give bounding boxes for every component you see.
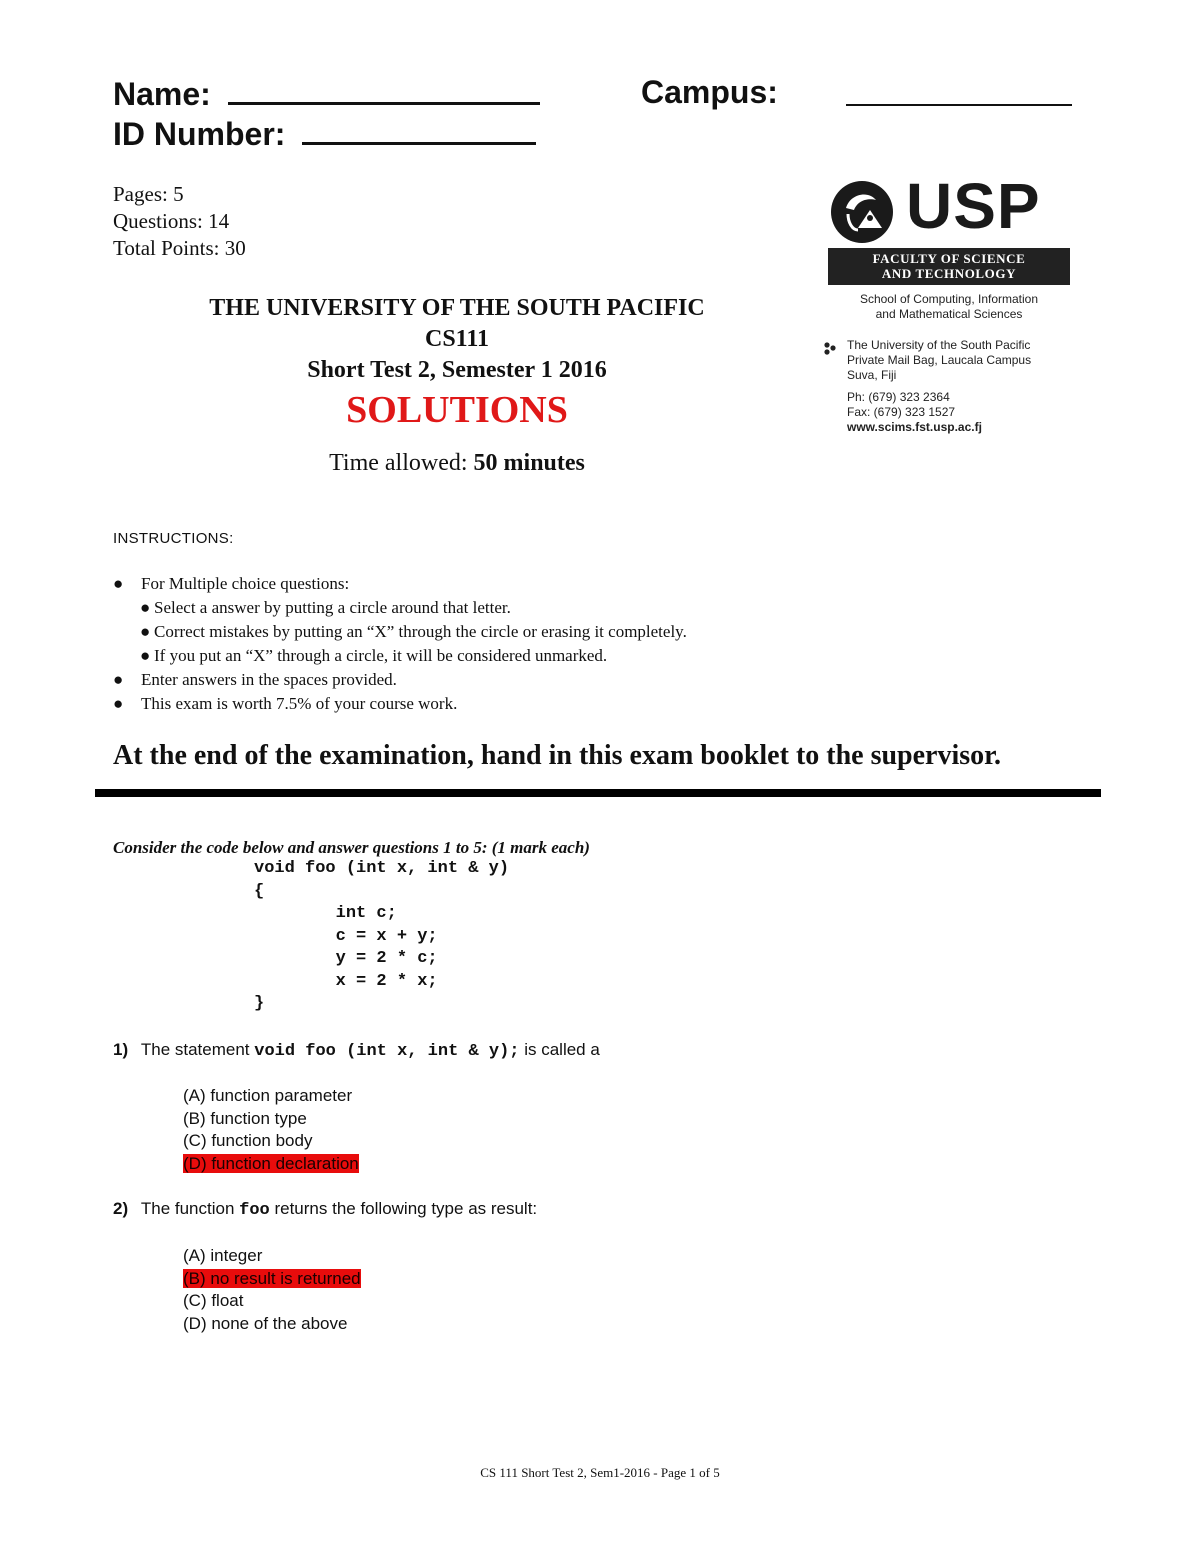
instruction-item: ● For Multiple choice questions: bbox=[113, 572, 873, 596]
school-line-2: and Mathematical Sciences bbox=[875, 307, 1023, 321]
question-text-after: is called a bbox=[519, 1040, 600, 1059]
bullet-icon: ● bbox=[113, 574, 124, 593]
section-divider bbox=[95, 789, 1101, 797]
test-meta bbox=[113, 181, 246, 262]
question-text-before: The statement bbox=[140, 1040, 255, 1059]
usp-wordmark: USP bbox=[906, 170, 1041, 242]
time-allowed-label: Time allowed: bbox=[329, 450, 474, 476]
question-number: 1) bbox=[113, 1040, 129, 1059]
solutions-heading: SOLUTIONS bbox=[346, 389, 568, 431]
option-a[interactable]: (A) integer bbox=[183, 1246, 263, 1265]
answer-highlight: (B) no result is returned bbox=[183, 1268, 361, 1288]
code-line: x = 2 * x; bbox=[254, 971, 438, 991]
code-line: } bbox=[254, 994, 265, 1013]
instructions-heading: INSTRUCTIONS: bbox=[113, 530, 234, 547]
question-code: foo bbox=[239, 1201, 270, 1220]
code-line: y = 2 * c; bbox=[254, 949, 438, 968]
usp-emblem-icon bbox=[828, 180, 900, 244]
question-code: void foo (int x, int & y); bbox=[254, 1042, 520, 1061]
bullet-icon: ● bbox=[140, 646, 151, 665]
usp-address bbox=[828, 338, 1070, 435]
fax-number: Fax: (679) 323 1527 bbox=[847, 405, 956, 419]
option-b-answer[interactable] bbox=[183, 1268, 361, 1291]
question-1-options bbox=[183, 1085, 359, 1175]
school-line-1: School of Computing, Information bbox=[859, 292, 1039, 306]
name-field-row bbox=[113, 74, 540, 112]
code-line: { bbox=[254, 881, 265, 901]
instruction-item: ● Enter answers in the spaces provided. bbox=[113, 668, 873, 692]
bullet-icon: ● bbox=[140, 622, 151, 641]
bullet-icon: ● bbox=[113, 670, 124, 689]
school-name bbox=[828, 292, 1070, 322]
phone-number: Ph: (679) 323 2364 bbox=[847, 390, 950, 404]
code-line: int c; bbox=[254, 904, 397, 923]
code-line: c = x + y; bbox=[254, 926, 438, 946]
id-label: ID Number: bbox=[113, 116, 286, 152]
website-link[interactable]: www.scims.fst.usp.ac.fj bbox=[847, 420, 982, 434]
option-b[interactable]: (B) function type bbox=[183, 1108, 307, 1128]
option-d[interactable]: (D) none of the above bbox=[183, 1313, 348, 1333]
campus-label: Campus: bbox=[641, 74, 778, 110]
id-blank[interactable] bbox=[302, 114, 536, 145]
code-block bbox=[254, 858, 509, 1016]
code-intro: Consider the code below and answer questions 1 to 5: (1 mark each) bbox=[113, 838, 590, 857]
bullet-icon: ● bbox=[113, 694, 124, 713]
address-line-2: Private Mail Bag, Laucala Campus bbox=[847, 353, 1032, 367]
university-title: THE UNIVERSITY OF THE SOUTH PACIFIC bbox=[209, 295, 705, 321]
test-title: Short Test 2, Semester 1 2016 bbox=[307, 357, 607, 383]
question-text-before: The function bbox=[140, 1199, 240, 1218]
time-allowed-value: 50 minutes bbox=[473, 450, 585, 476]
usp-logo bbox=[828, 170, 1070, 244]
title-block bbox=[140, 293, 774, 477]
address-line-3: Suva, Fiji bbox=[847, 368, 897, 382]
pages-count: Pages: 5 bbox=[113, 182, 184, 206]
id-field-row bbox=[113, 114, 536, 152]
hand-in-notice: At the end of the examination, hand in this exam booklet to the supervisor. bbox=[113, 740, 1002, 771]
total-points: Total Points: 30 bbox=[113, 236, 246, 260]
instructions-list bbox=[113, 572, 873, 716]
campus-blank[interactable] bbox=[846, 104, 1072, 106]
option-c[interactable]: (C) float bbox=[183, 1291, 244, 1311]
instruction-subitem: ● Select a answer by putting a circle around that letter. bbox=[113, 596, 873, 620]
question-2-options bbox=[183, 1245, 361, 1335]
name-label: Name: bbox=[113, 76, 211, 112]
code-line: void foo (int x, int & y) bbox=[254, 859, 510, 878]
question-1 bbox=[113, 1039, 600, 1064]
bullet-icon: ● bbox=[140, 598, 151, 617]
usp-logo-block bbox=[828, 170, 1070, 435]
option-c[interactable]: (C) function body bbox=[183, 1131, 313, 1151]
faculty-line-1: FACULTY OF SCIENCE bbox=[872, 251, 1026, 266]
name-blank[interactable] bbox=[228, 74, 540, 105]
page-footer: CS 111 Short Test 2, Sem1-2016 - Page 1 of 5 bbox=[480, 1465, 720, 1480]
option-a[interactable]: (A) function parameter bbox=[183, 1086, 353, 1105]
option-d-answer[interactable] bbox=[183, 1153, 359, 1176]
faculty-banner bbox=[828, 248, 1070, 285]
course-code: CS111 bbox=[424, 326, 490, 352]
question-2 bbox=[113, 1198, 537, 1223]
address-pin-icon bbox=[823, 341, 837, 355]
instruction-subitem: ● Correct mistakes by putting an “X” through the circle or erasing it completely. bbox=[113, 620, 873, 644]
time-allowed bbox=[140, 450, 774, 477]
instruction-subitem: ● If you put an “X” through a circle, it will be considered unmarked. bbox=[113, 644, 873, 668]
answer-highlight: (D) function declaration bbox=[183, 1153, 359, 1173]
address-line-1: The University of the South Pacific bbox=[847, 338, 1031, 352]
instruction-item: ● This exam is worth 7.5% of your course work. bbox=[113, 692, 873, 716]
questions-count: Questions: 14 bbox=[113, 209, 230, 233]
question-number: 2) bbox=[113, 1199, 129, 1218]
question-text-after: returns the following type as result: bbox=[269, 1199, 538, 1218]
faculty-line-2: AND TECHNOLOGY bbox=[881, 266, 1017, 281]
